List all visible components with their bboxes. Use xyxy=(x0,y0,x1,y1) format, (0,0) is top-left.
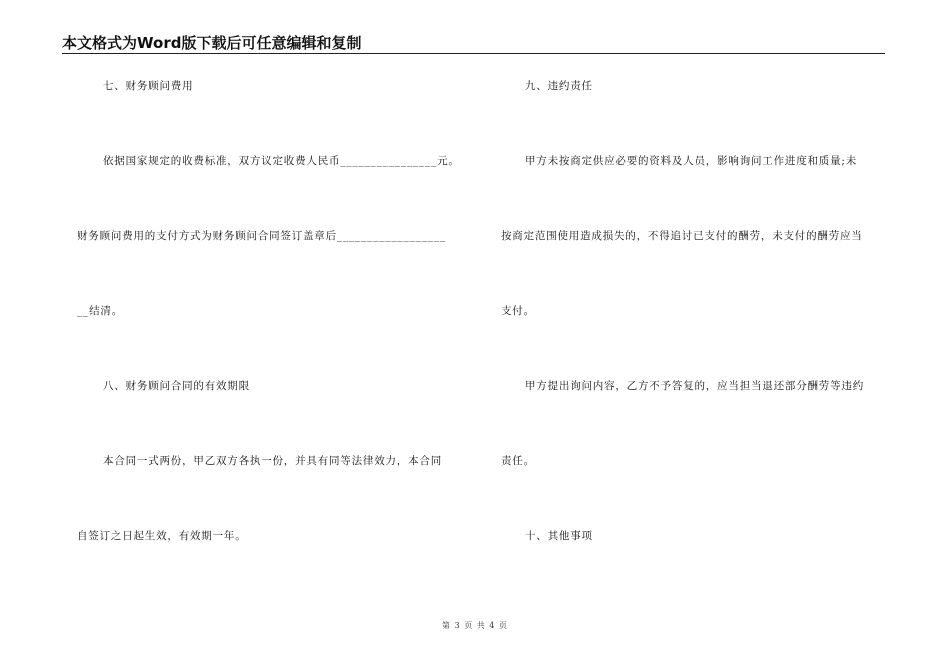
left-line-3: 财务顾问费用的支付方式为财务顾问合同签订盖章后__________________ xyxy=(77,230,446,242)
left-line-7: 自签订之日起生效，有效期一年。 xyxy=(77,530,247,542)
left-line-5: 八、财务顾问合同的有效期限 xyxy=(103,380,250,392)
left-line-6: 本合同一式两份，甲乙双方各执一份，并具有同等法律效力，本合同 xyxy=(103,455,442,467)
left-line-2: 依据国家规定的收费标准，双方议定收费人民币________________元。 xyxy=(103,155,460,167)
left-line-4: __结清。 xyxy=(77,305,123,317)
right-line-1: 九、违约责任 xyxy=(525,80,593,92)
right-line-5: 甲方提出询问内容，乙方不予答复的，应当担当退还部分酬劳等违约 xyxy=(525,380,864,392)
document-header: 本文格式为Word版下载后可任意编辑和复制 xyxy=(62,34,362,52)
right-line-6: 责任。 xyxy=(501,455,535,467)
right-line-7: 十、其他事项 xyxy=(525,530,593,542)
right-line-3: 按商定范围使用造成损失的，不得追讨已支付的酬劳，未支付的酬劳应当 xyxy=(501,230,863,242)
left-line-1: 七、财务顾问费用 xyxy=(103,80,194,92)
right-line-2: 甲方未按商定供应必要的资料及人员，影响询问工作进度和质量;未 xyxy=(525,155,858,167)
page-number: 第 3 页 共 4 页 xyxy=(442,621,508,630)
header-rule xyxy=(62,53,885,54)
right-line-4: 支付。 xyxy=(501,305,535,317)
